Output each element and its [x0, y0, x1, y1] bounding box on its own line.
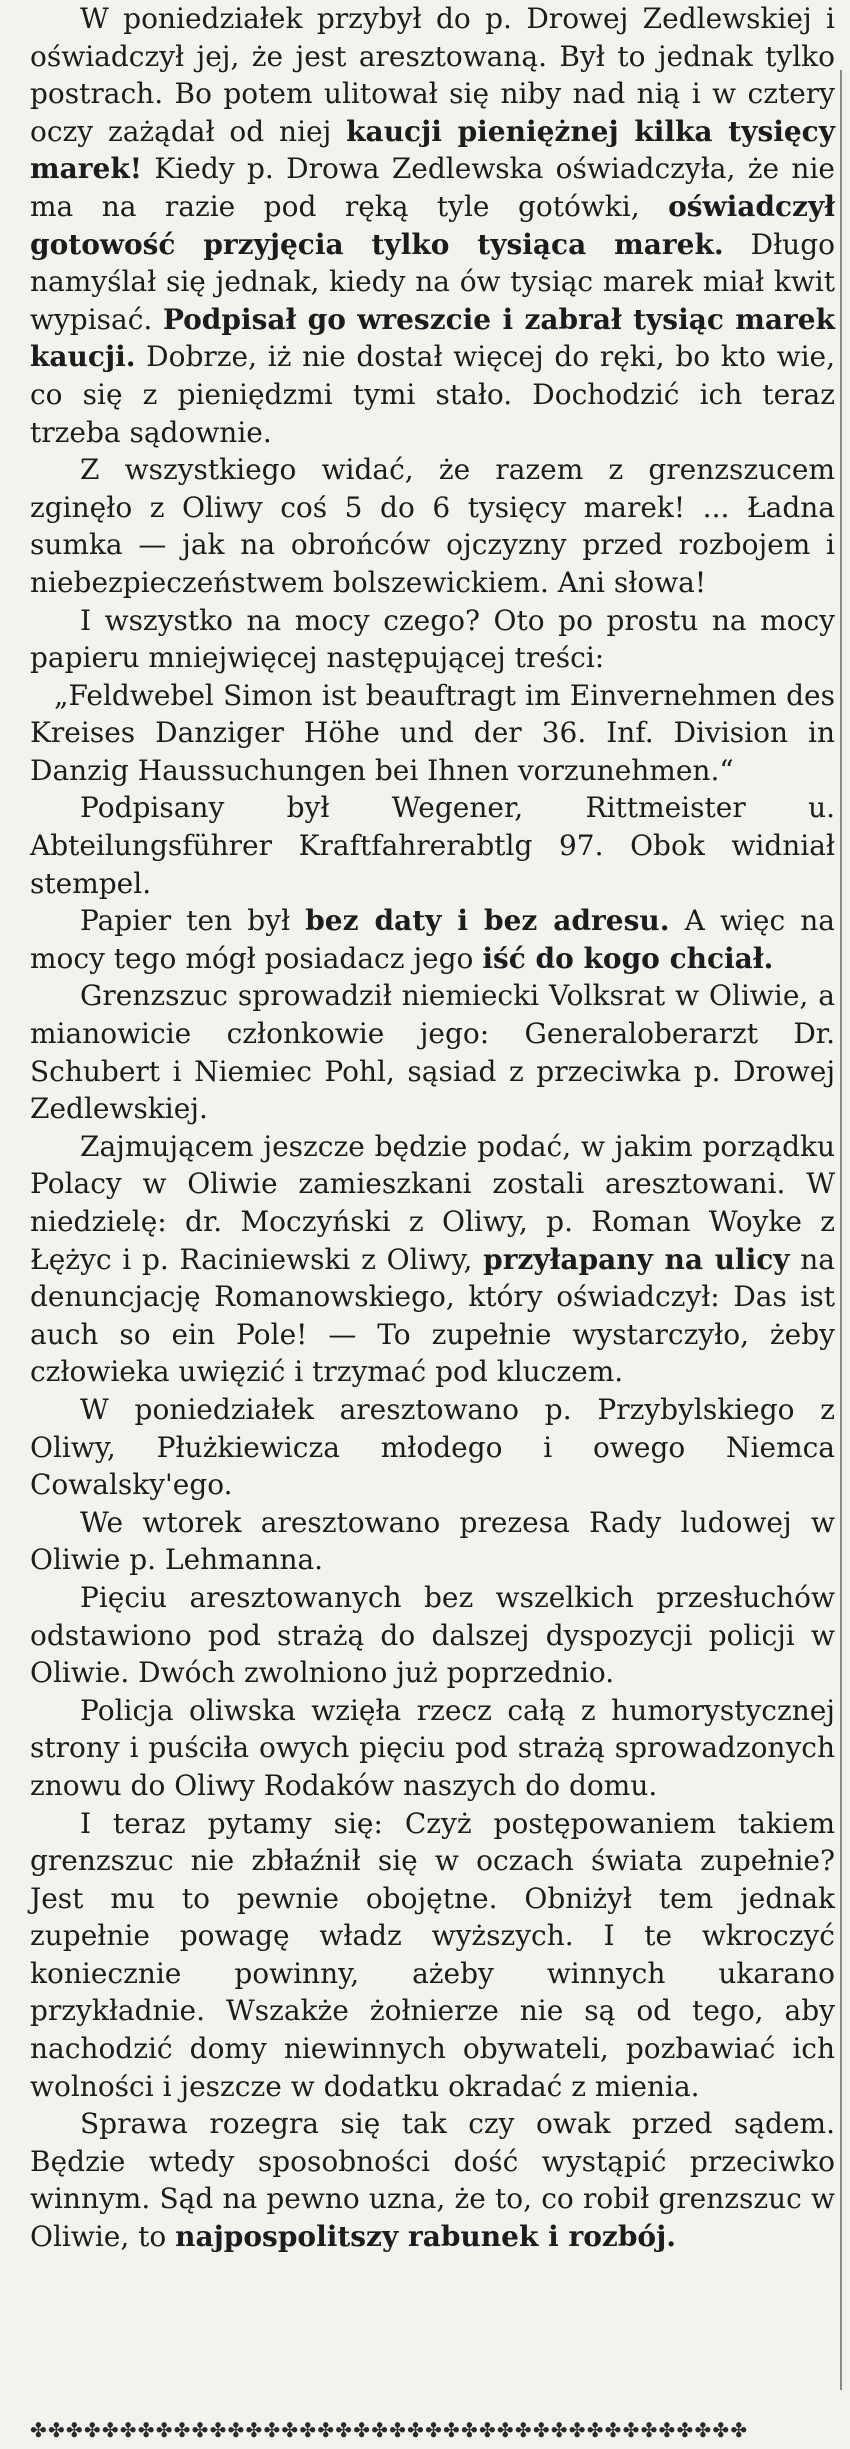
quoted-order: „Feldwebel Simon ist beauftragt im Einvernehmen des Kreises Danziger Höhe und der 36. Inf. Division in Danzig Haussuchungen bei Ihnen vorzunehmen.“ — [30, 678, 835, 787]
column-rule — [840, 70, 842, 2390]
paragraph-14: Sprawa rozegra się tak czy owak przed sądem. Będzie wtedy sposobności dość wystąpić przeciwko winnym. Sąd na pewno uzna, że to, co robił grenzszuc w Oliwie, to najpospolitszy rabunek i rozbój. — [30, 2107, 835, 2254]
article-column — [30, 0, 835, 2256]
paragraph-6: Papier ten był bez daty i bez adresu. A więc na mocy tego mógł posiadacz jego iść do kogo chciał. — [30, 904, 835, 975]
paragraph-3: I wszystko na mocy czego? Oto po prostu na mocy papieru mniejwięcej następującej treści: — [30, 603, 835, 675]
paragraph-9: W poniedziałek aresztowano p. Przybylskiego z Oliwy, Płużkiewicza młodego i owego Niemca Cowalsky'ego. — [30, 1392, 835, 1502]
ornamental-border: ✤✤✤✤✤✤✤✤✤✤✤✤✤✤✤✤✤✤✤✤✤✤✤✤✤✤✤✤✤✤✤✤✤✤✤✤✤✤✤✤ — [30, 2418, 749, 2442]
paragraph-8: Zajmującem jeszcze będzie podać, w jakim porządku Polacy w Oliwie zamieszkani zostali aresztowani. W niedzielę: dr. Moczyński z Oliwy, p. Roman Woyke z Łężyc i p. Raciniewski z Oliwy, przyłapany na ulicy na denuncjację Romanowskiego, który oświadczył: Das ist auch so ein Pole! — To zupełnie wystarczyło, żeby człowieka uwięzić i trzymać pod kluczem. — [30, 1129, 835, 1389]
paragraph-2: Z wszystkiego widać, że razem z grenzszucem zginęło z Oliwy coś 5 do 6 tysięcy marek! ... Ładna sumka — jak na obrońców ojczyzny przed rozbojem i niebezpieczeństwem bolszewickiem. Ani słowa! — [30, 453, 835, 599]
paragraph-10: We wtorek aresztowano prezesa Rady ludowej w Oliwie p. Lehmanna. — [30, 1505, 835, 1577]
paragraph-13: I teraz pytamy się: Czyż postępowaniem takiem grenzszuc nie zbłaźnił się w oczach świata zupełnie? Jest mu to pewnie obojętne. Obniżył tem jednak zupełnie powagę władz wyższych. I te wkroczyć koniecznie powinny, ażeby winnych ukarano przykładnie. Wszakże żołnierze nie są od tego, aby nachodzić domy niewinnych obywateli, pozbawiać ich wolności i jeszcze w dodatku okradać z mienia. — [30, 1806, 835, 2103]
paragraph-12: Policja oliwska wzięła rzecz całą z humorystycznej strony i puściła owych pięciu pod strażą sprowadzonych znowu do Oliwy Rodaków naszych do domu. — [30, 1693, 835, 1802]
paragraph-11: Pięciu aresztowanych bez wszelkich przesłuchów odstawiono pod strażą do dalszej dyspozycji policji w Oliwie. Dwóch zwolniono już poprzednio. — [30, 1580, 835, 1690]
paragraph-1: W poniedziałek przybył do p. Drowej Zedlewskiej i oświadczył jej, że jest aresztowaną. Był to jednak tylko postrach. Bo potem ulitował się niby nad nią i w cztery oczy zażądał od niej kaucji pieniężnej kilka tysięcy marek! Kiedy p. Drowa Zedlewska oświadczyła, że nie ma na razie pod ręką tyle gotówki, oświadczył gotowość przyjęcia tylko tysiąca marek. Długo namyślał się jednak, kiedy na ów tysiąc marek miał kwit wypisać. Podpisał go wreszcie i zabrał tysiąc marek kaucji. Dobrze, iż nie dostał więcej do ręki, bo kto wie, co się z pieniędzmi tymi stało. Dochodzić ich teraz trzeba sądownie. — [30, 2, 835, 449]
paragraph-5: Podpisany był Wegener, Rittmeister u. Abteilungsführer Kraftfahrerabtlg 97. Obok widniał stempel. — [30, 791, 835, 900]
paragraph-7: Grenzszuc sprowadził niemiecki Volksrat w Oliwie, a mianowicie członkowie jego: Generaloberarzt Dr. Schubert i Niemiec Pohl, sąsiad z przeciwka p. Drowej Zedlewskiej. — [30, 979, 835, 1126]
